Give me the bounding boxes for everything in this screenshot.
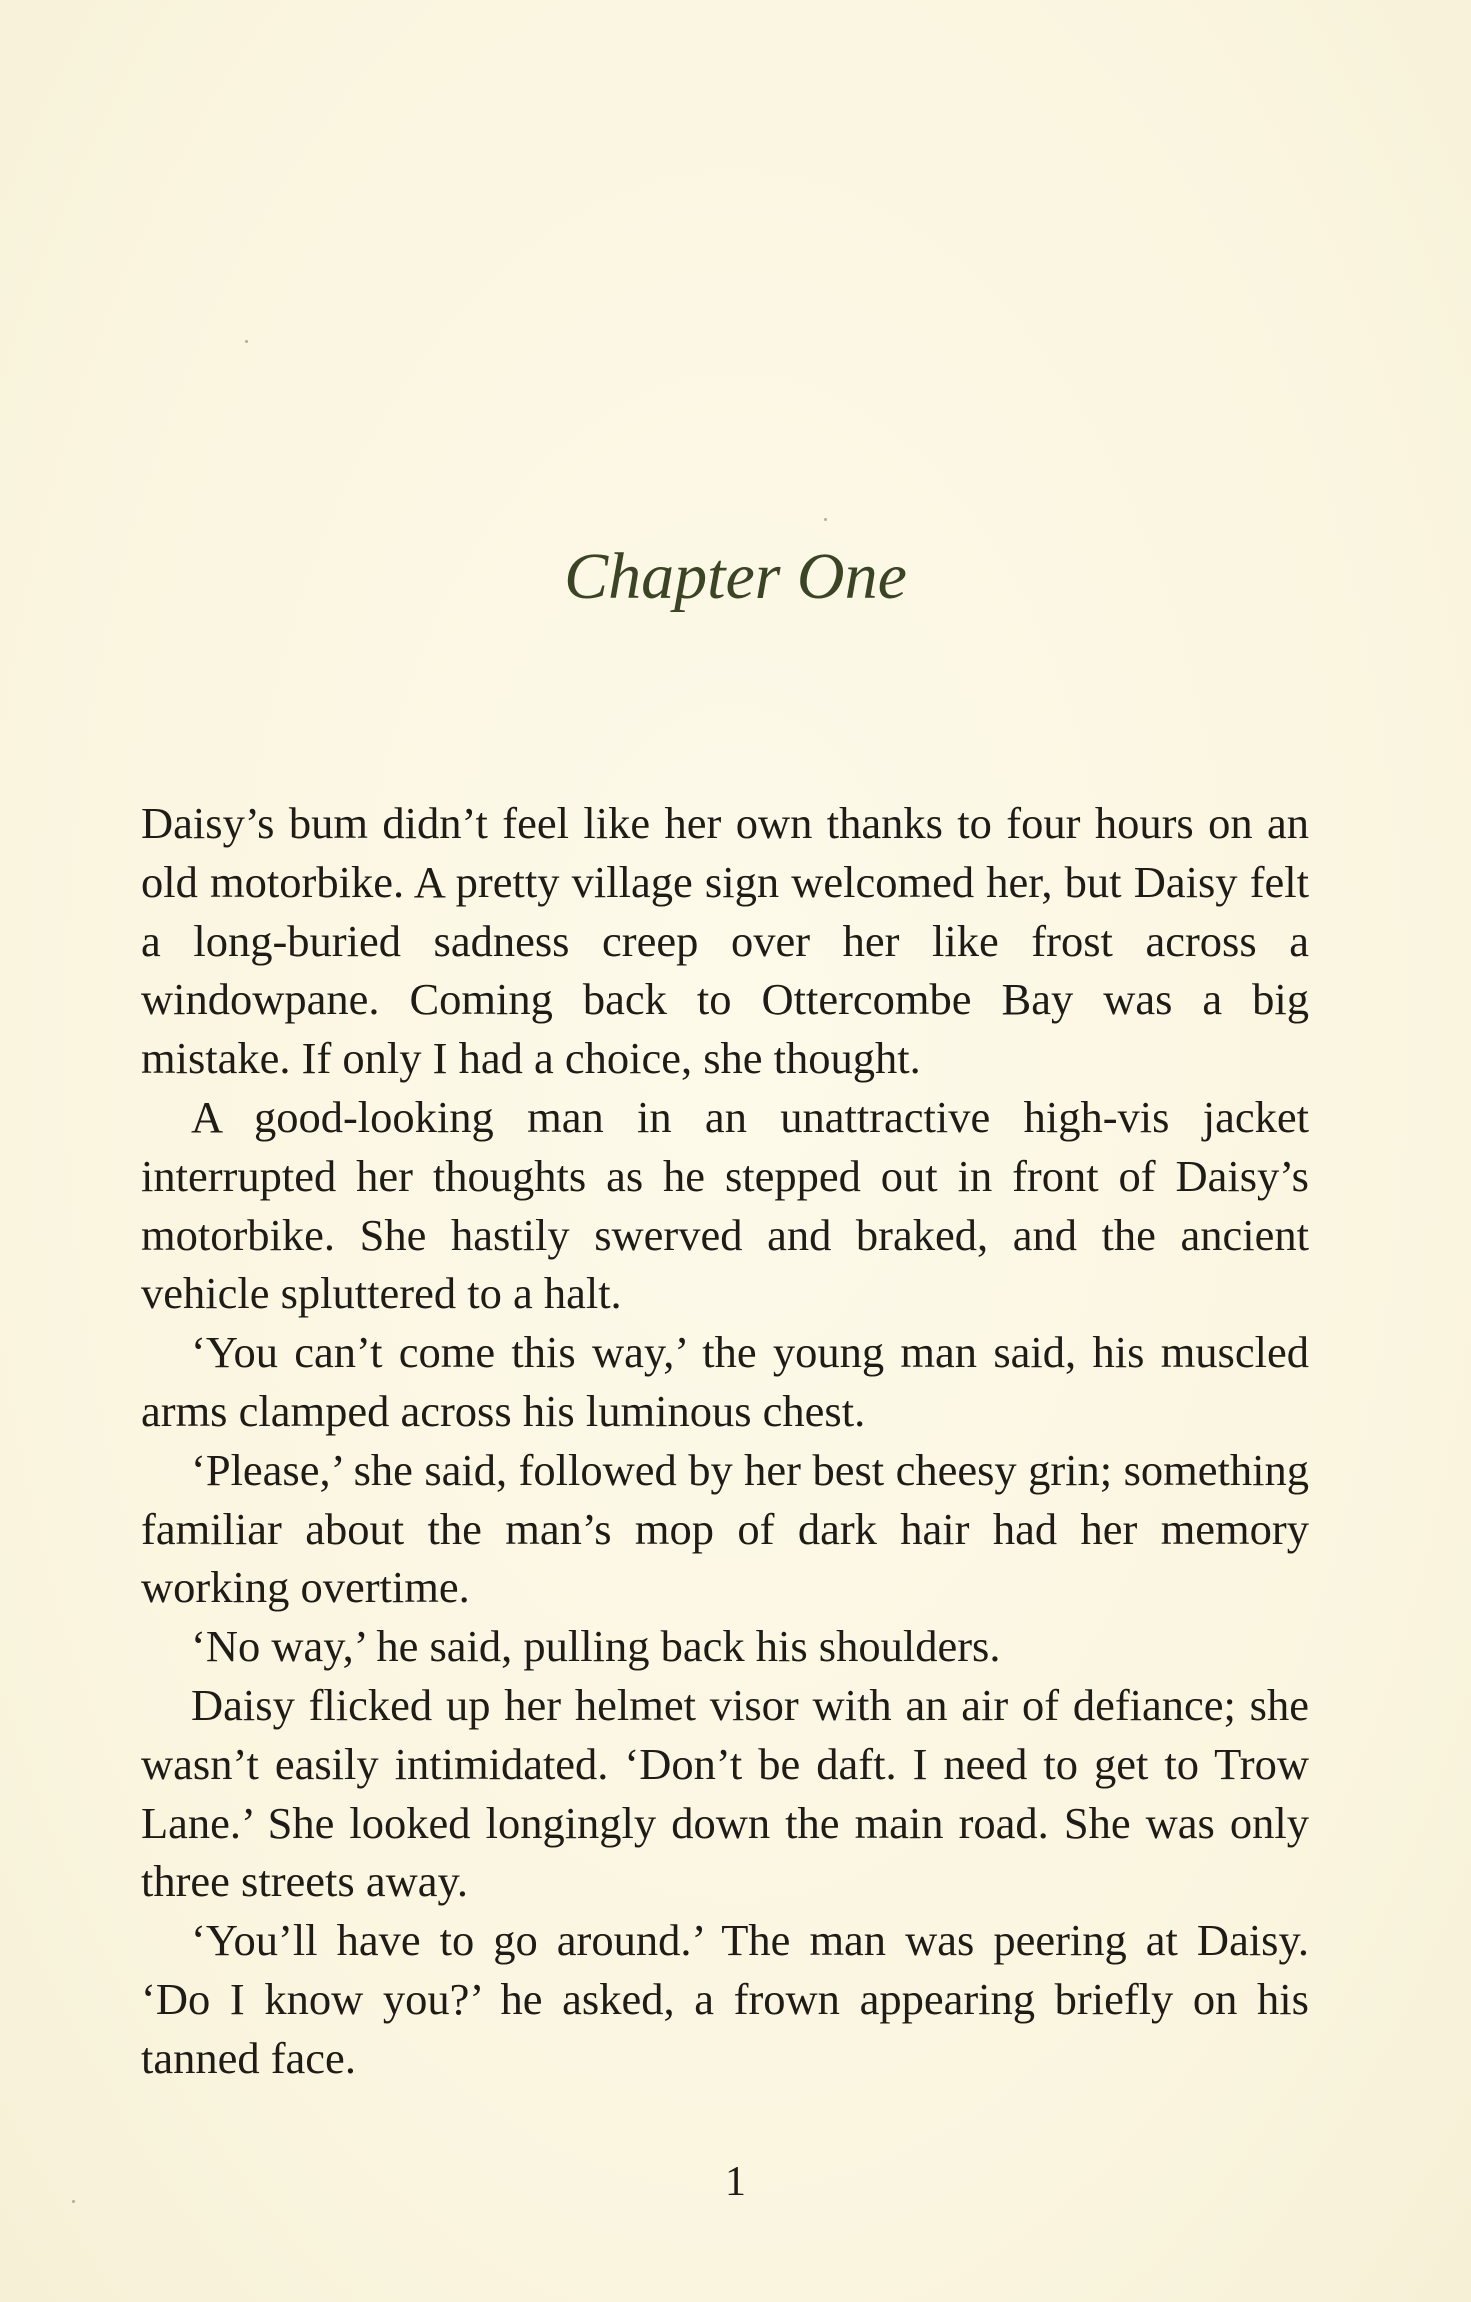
paragraph: Daisy flicked up her helmet visor with an air of defiance; she wasn’t easily intimidated. ‘Don’t be daft. I need to get to Trow Lane.’ She looked longingly down the main road. She was only three streets away. [141,1679,1309,1907]
paragraph: ‘No way,’ he said, pulling back his shoulders. [191,1621,1001,1672]
paper-speck [245,340,248,343]
paragraph: ‘Please,’ she said, followed by her best cheesy grin; something familiar about the man’s mop of dark hair had her memory working overtime. [141,1444,1309,1613]
chapter-title: Chapter One [564,540,907,613]
paragraph: Daisy’s bum didn’t feel like her own thanks to four hours on an old motorbike. A pretty village sign welcomed her, but Daisy felt a long-buried sadness creep over her like frost across a windowpane. Coming back to Ottercombe Bay was a big mistake. If only I had a choice, she thought. [141,798,1309,1084]
paper-speck [824,518,827,521]
page-number: 1 [725,2159,746,2205]
paragraph: ‘You can’t come this way,’ the young man said, his muscled arms clamped across his luminous chest. [141,1327,1309,1436]
chapter-body [141,794,1309,2088]
paragraph: ‘You’ll have to go around.’ The man was peering at Daisy. ‘Do I know you?’ he asked, a frown appearing briefly on his tanned face. [141,1915,1309,2083]
paragraph: A good-looking man in an unattractive high-vis jacket interrupted her thoughts as he stepped out in front of Daisy’s motorbike. She hastily swerved and braked, and the ancient vehicle spluttered to a halt. [141,1091,1309,1319]
